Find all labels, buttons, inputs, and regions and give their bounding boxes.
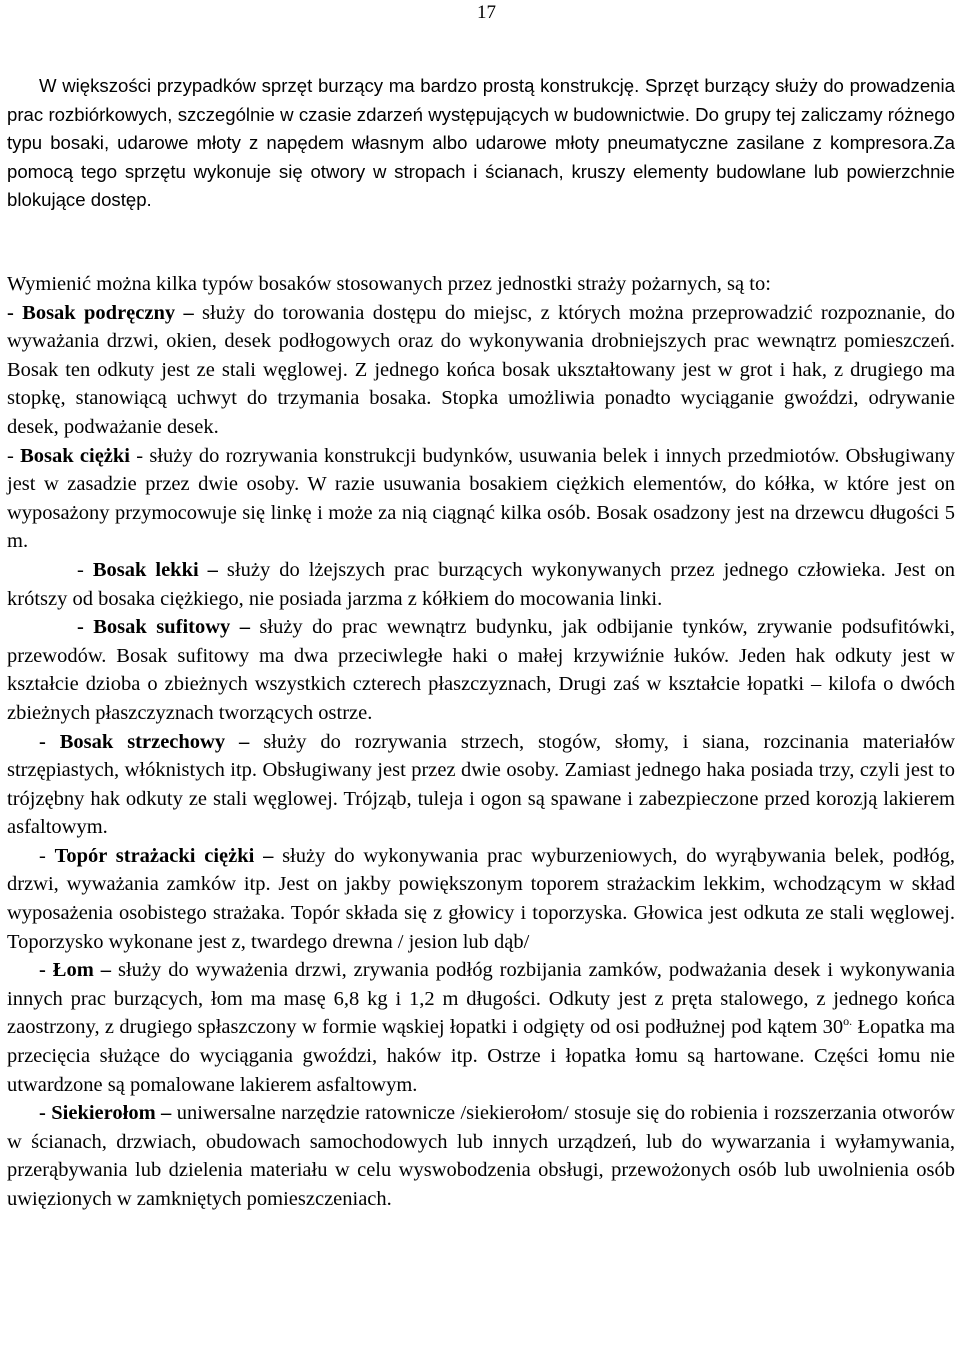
item-bosak-ciezki — [7, 442, 955, 556]
item-bosak-lekki — [7, 556, 955, 613]
item-bosak-strzechowy — [7, 728, 955, 842]
intro-paragraph — [7, 72, 955, 215]
types-intro: Wymienić można kilka typów bosaków stosowanych przez jednostki straży pożarnych, są to: — [7, 273, 771, 295]
item-term: Bosak lekki – — [92, 558, 218, 581]
item-text: - służy do rozrywania konstrukcji budynków, usuwania belek i innych przedmiotów. Obsługiwany jest w zasadzie przez dwie osoby. W razie usuwania bosakiem ciężkich elementów, do kółka, w które jest on wyposażony przymocowuje się linkę i może za nią ciągnąć kilka osób. Bosak osadzony jest na drzewcu długości 5 m. — [7, 444, 956, 553]
item-term: - Bosak strzechowy – — [39, 730, 250, 753]
item-text-b: Łopatka ma przecięcia służące do wyciągania gwoździ, haków itp. Ostrze i łopatka łomu są hartowane. Części łomu nie utwardzone są pomalowane lakierem asfaltowym. — [7, 1016, 955, 1096]
item-topor-strazacki — [7, 842, 955, 956]
intro-text-b: Za pomocą tego sprzętu wykonuje się otwory w stropach i ścianach, kruszy elementy budowlane lub powierzchnie blokujące dostęp. — [7, 132, 955, 210]
item-term: - Bosak sufitowy – — [77, 616, 250, 639]
item-text: służy do rozrywania strzech, stogów, słomy, i siana, rozcinania materiałów strzępiastych, włóknistych itp. Obsługiwany jest przez dwie osoby. Zamiast jednego haka posiada trzy, czyli jest to trójzębny hak odkuty ze stali węglowej. Trójząb, tuleja i ogon są spawane i zabezpieczone przed korozją lakierem asfaltowym. — [7, 730, 955, 839]
item-siekierolom — [7, 1099, 955, 1213]
item-text: służy do torowania dostępu do miejsc, z których można przeprowadzić rozpoznanie, do wyważania drzwi, okien, desek podłogowych oraz do wykonywania drobniejszych prac wewnątrz pomieszczeń. Bosak ten odkuty jest ze stali węglowej. Z jednego końca bosak ukształtowany jest w grot i hak, z drugiego ma stopkę, stanowiącą uchwyt do trzymania bosaka. Stopka umożliwia ponadto wyciąganie gwoździ, odrywanie desek, podważanie desek. — [7, 301, 955, 438]
intro-block — [7, 72, 955, 215]
item-text: służy do wykonywania prac wyburzeniowych, do wyrąbywania belek, podłóg, drzwi, wyważania zamków itp. Jest on jakby powiększonym toporem strażackim lekkim, wchodzącym w skład wyposażenia osobistego strażaka. Topór składa się z głowicy i toporzyska. Głowica jest odkuta ze stali węglowej. Toporzysko wykonane jest z, twardego drewna / jesion lub dąb/ — [7, 844, 956, 953]
document-body — [7, 270, 955, 1214]
degree-superscript: o. — [843, 1014, 853, 1029]
intro-text-a: W większości przypadków sprzęt burzący ma bardzo prostą konstrukcję. Sprzęt burzący służy do prowadzenia prac rozbiórkowych, szczególnie w czasie zdarzeń występujących w budownictwie. Do grupy tej zaliczamy różnego typu bosaki, udarowe młoty z napędem własnym albo udarowe młoty pneumatyczne zasilane z kompresora. — [7, 75, 955, 153]
item-term: - Łom – — [39, 959, 112, 982]
page-number: 17 — [477, 2, 496, 23]
item-bosak-sufitowy — [7, 613, 955, 727]
item-bosak-podreczny — [7, 299, 955, 442]
item-text: służy do lżejszych prac burzących wykonywanych przez jednego człowieka. Jest on krótszy od bosaka ciężkiego, nie posiada jarzma z kółkiem do mocowania linki. — [7, 558, 955, 610]
item-term: Bosak podręczny – — [22, 301, 194, 324]
item-term: Topór strażacki ciężki – — [54, 844, 274, 867]
dash: - — [7, 301, 23, 324]
item-text-a: służy do wyważenia drzwi, zrywania podłóg rozbijania zamków, podważania desek i wykonywania innych prac burzących, łom ma masę 6,8 kg i 1,2 m długości. Odkuty jest z pręta stalowego, z jednego końca zaostrzony, z drugiego spłaszczony w formie wąskiej łopatki i odgięty od osi podłużnej pod kątem 30 — [7, 959, 956, 1039]
dash: - — [7, 444, 21, 467]
item-text: uniwersalne narzędzie ratownicze /siekierołom/ stosuje się do robienia i rozszerzania otworów w ścianach, drzwiach, obudowach samochodowych lub innych urządzeń, lub do wywarzania i wyłamywania, przerąbywania lub dzielenia materiału w celu wyswobodzenia obsługi, przewożonych osób lub uwolnienia osób uwięzionych w zamkniętych pomieszczeniach. — [7, 1102, 955, 1210]
item-term: Bosak ciężki — [20, 444, 130, 467]
dash: - — [39, 844, 55, 867]
item-term: - Siekierołom – — [39, 1102, 172, 1125]
item-text: służy do prac wewnątrz budynku, jak odbijanie tynków, zrywanie podsufitówki, przewodów. Bosak sufitowy ma dwa przeciwległe haki o małej krzywiźnie łuków. Jeden hak odkuty jest w kształcie dzioba o zbieżnych wszystkich czterech płaszczyznach, Drugi zaś w kształcie łopatki – kilofa o dwóch zbieżnych płaszczyznach tworzących ostrze. — [7, 616, 955, 724]
item-lom — [7, 956, 955, 1099]
dash: - — [77, 558, 93, 581]
